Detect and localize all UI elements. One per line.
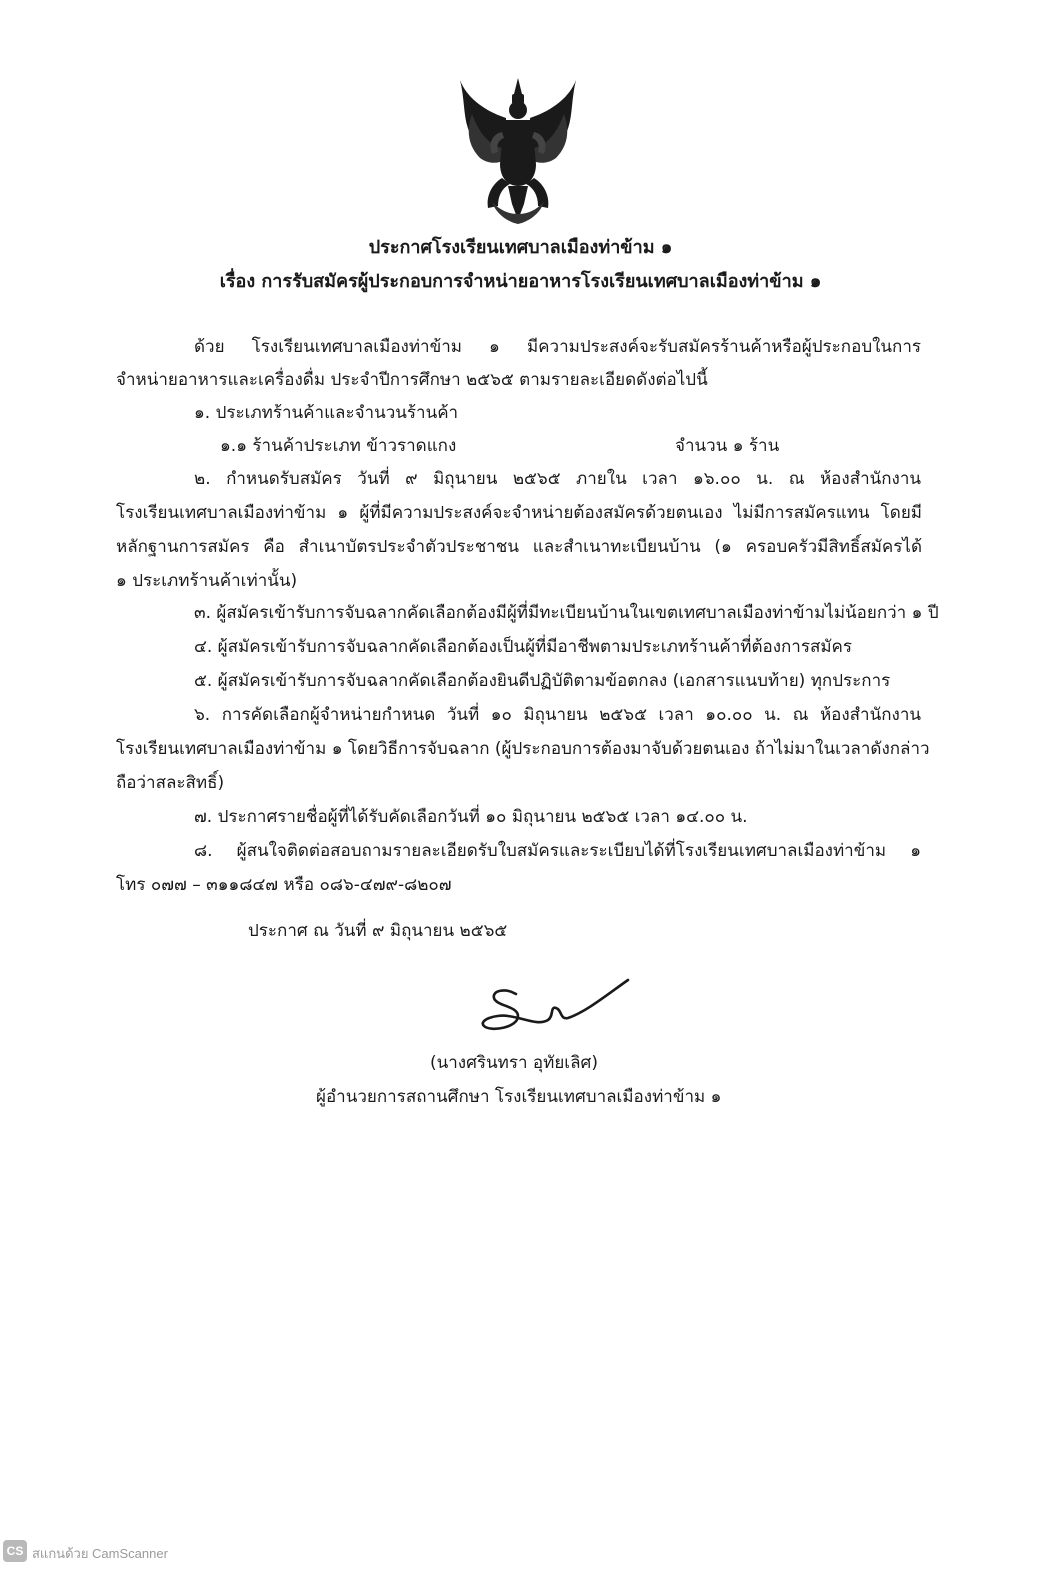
item-1-1-count: จำนวน ๑ ร้าน [675, 436, 780, 456]
camscanner-watermark: สแกนด้วย CamScanner [32, 1546, 168, 1561]
item-1: ๑. ประเภทร้านค้าและจำนวนร้านค้า [194, 403, 459, 423]
item-2-line-1: ๒. กำหนดรับสมัคร วันที่ ๙ มิถุนายน ๒๕๖๕ ภายใน เวลา ๑๖.๐๐ น. ณ ห้องสำนักงาน [194, 469, 921, 489]
announcement-subject: เรื่อง การรับสมัครผู้ประกอบการจำหน่ายอาหารโรงเรียนเทศบาลเมืองท่าข้าม ๑ [219, 271, 822, 292]
item-4: ๔. ผู้สมัครเข้ารับการจับฉลากคัดเลือกต้องเป็นผู้ที่มีอาชีพตามประเภทร้านค้าที่ต้องการสมัคร [194, 637, 853, 657]
signer-name: (นางศรินทรา อุทัยเลิศ) [430, 1053, 598, 1073]
item-1-1-label: ๑.๑ ร้านค้าประเภท ข้าวราดแกง [220, 436, 457, 456]
announcement-title: ประกาศโรงเรียนเทศบาลเมืองท่าข้าม ๑ [368, 237, 673, 258]
intro-line-2: จำหน่ายอาหารและเครื่องดื่ม ประจำปีการศึกษา ๒๕๖๕ ตามรายละเอียดดังต่อไปนี้ [116, 370, 708, 390]
item-8-line-2: โทร ๐๗๗ – ๓๑๑๘๔๗ หรือ ๐๘๖-๔๗๙-๘๒๐๗ [116, 875, 452, 895]
item-2-line-3: หลักฐานการสมัคร คือ สำเนาบัตรประจำตัวประชาชน และสำเนาทะเบียนบ้าน (๑ ครอบครัวมีสิทธิ์สมัครได้ [116, 537, 922, 557]
signature-mark [478, 976, 638, 1040]
item-7: ๗. ประกาศรายชื่อผู้ที่ได้รับคัดเลือกวันที่ ๑๐ มิถุนายน ๒๕๖๕ เวลา ๑๔.๐๐ น. [194, 807, 748, 827]
item-5: ๕. ผู้สมัครเข้ารับการจับฉลากคัดเลือกต้องยินดีปฏิบัติตามข้อตกลง (เอกสารแนบท้าย) ทุกประการ [194, 671, 891, 691]
item-6-line-3: ถือว่าสละสิทธิ์) [116, 773, 225, 793]
item-6-line-1: ๖. การคัดเลือกผู้จำหน่ายกำหนด วันที่ ๑๐ มิถุนายน ๒๕๖๕ เวลา ๑๐.๐๐ น. ณ ห้องสำนักงาน [194, 705, 921, 725]
garuda-emblem [452, 74, 584, 226]
intro-line-1: ด้วย โรงเรียนเทศบาลเมืองท่าข้าม ๑ มีความประสงค์จะรับสมัครร้านค้าหรือผู้ประกอบในการ [194, 337, 921, 357]
announce-date: ประกาศ ณ วันที่ ๙ มิถุนายน ๒๕๖๕ [248, 921, 508, 941]
item-2-line-2: โรงเรียนเทศบาลเมืองท่าข้าม ๑ ผู้ที่มีความประสงค์จะจำหน่ายต้องสมัครด้วยตนเอง ไม่มีการสมัครแทน โดยมี [116, 503, 922, 523]
camscanner-logo: CS [3, 1540, 27, 1562]
item-6-line-2: โรงเรียนเทศบาลเมืองท่าข้าม ๑ โดยวิธีการจับฉลาก (ผู้ประกอบการต้องมาจับด้วยตนเอง ถ้าไม่มาในเวลาดังกล่าว [116, 739, 930, 759]
signer-position: ผู้อำนวยการสถานศึกษา โรงเรียนเทศบาลเมืองท่าข้าม ๑ [316, 1087, 722, 1107]
item-2-line-4: ๑ ประเภทร้านค้าเท่านั้น) [116, 571, 298, 591]
item-3: ๓. ผู้สมัครเข้ารับการจับฉลากคัดเลือกต้องมีผู้ที่มีทะเบียนบ้านในเขตเทศบาลเมืองท่าข้ามไม่น้อยกว่า ๑ ปี [194, 603, 939, 623]
item-8-line-1: ๘. ผู้สนใจติดต่อสอบถามรายละเอียดรับใบสมัครและระเบียบได้ที่โรงเรียนเทศบาลเมืองท่าข้าม ๑ [194, 841, 921, 861]
